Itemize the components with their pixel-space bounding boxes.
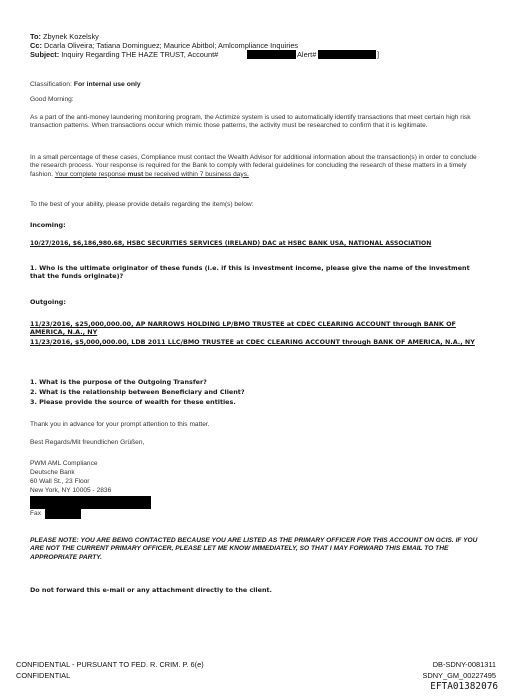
to-label: To: (30, 32, 41, 41)
footer-bates-db: DB-SDNY-0081311 (432, 660, 496, 669)
to-value: Zbynek Kozelsky (43, 32, 99, 41)
paragraph-response (30, 154, 482, 179)
paragraph-response-main: In a small percentage of these cases, Compliance must contact the Wealth Advisor for additional information about the transaction(s) in order to conclude the research process. Your response is required for the Bank to comply with federal guidelines for concluding the research of these matters in a timely fashion. (30, 154, 477, 178)
paragraph-response-u3: be received within 7 business days. (143, 170, 249, 178)
subject-end: ] (377, 50, 380, 59)
signature-line-2: Deutsche Bank (30, 469, 75, 476)
classification-value: For internal use only (73, 81, 141, 88)
to-line (30, 32, 99, 41)
incoming-question: 1. Who is the ultimate originator of these funds (i.e. if this is investment income, please give the name of the investment that the funds originate)? (30, 264, 470, 281)
thanks-line: Thank you in advance for your prompt attention to this matter. (30, 421, 210, 428)
paragraph-actimize: As a part of the anti-money laundering monitoring program, the Actimize system is used to automatically identify transactions that meet certain high risk transaction patterns. When transactions occur which mimic those patterns, the activity must be researched to confirm that it is legitimate. (30, 114, 471, 130)
subject-alert: Alert# (297, 50, 317, 59)
cc-label: Cc: (30, 41, 42, 50)
incoming-transaction: 10/27/2016, $6,186,980.68, HSBC SECURITIES SERVICES (IRELAND) DAC at HSBC BANK USA, NATIONAL ASSOCIATION (30, 240, 432, 247)
signature-line-4: New York, NY 10005 - 2836 (30, 487, 112, 494)
outgoing-transaction-2: 11/23/2016, $5,000,000.00, LDB 2011 LLC/BMO TRUSTEE at CDEC CLEARING ACCOUNT through BANK OF AMERICA, N.A., NY (30, 338, 475, 346)
greeting: Good Morning: (30, 96, 74, 103)
cc-line (30, 41, 298, 50)
footer-efta-number: EFTA01382076 (430, 681, 498, 692)
regards-line: Best Regards/Mit freundlichen Grüßen, (30, 439, 145, 446)
outgoing-question-3: 3. Please provide the source of wealth for these entities. (30, 398, 236, 406)
footer-confidential-rule: CONFIDENTIAL - PURSUANT TO FED. R. CRIM. P. 6(e) (16, 660, 204, 669)
cc-value: Dcarla Oliveira; Tatiana Dominguez; Maurice Abitbol; Amlcompliance Inquiries (43, 41, 299, 50)
classification-label: Classification: (30, 81, 72, 88)
subject-line (30, 50, 218, 59)
outgoing-question-2: 2. What is the relationship between Beneficiary and Client? (30, 388, 245, 396)
subject-value: Inquiry Regarding THE HAZE TRUST, Account# (61, 50, 219, 59)
signature-fax: Fax (30, 510, 41, 517)
paragraph-response-u1: Your complete response (54, 170, 128, 178)
footer-confidential: CONFIDENTIAL (16, 671, 71, 680)
redaction-signature (30, 496, 151, 509)
outgoing-question-1: 1. What is the purpose of the Outgoing Transfer? (30, 378, 207, 386)
redaction-account (247, 50, 296, 59)
incoming-heading: Incoming: (30, 221, 66, 229)
signature-line-3: 60 Wall St., 23 Floor (30, 478, 90, 485)
outgoing-transaction-1: 11/23/2016, $25,000,000.00, AP NARROWS HOLDING LP/BMO TRUSTEE at CDEC CLEARING ACCOUNT through BANK OF AMERICA, N.A., NY (30, 320, 456, 337)
classification-line (30, 81, 141, 89)
outgoing-heading: Outgoing: (30, 298, 66, 306)
paragraph-response-must: must (127, 170, 144, 178)
signature-line-1: PWM AML Compliance (30, 460, 98, 467)
redaction-fax (45, 509, 81, 519)
do-not-forward-line: Do not forward this e-mail or any attachment directly to the client. (30, 586, 272, 594)
footer-bates-sdny: SDNY_GM_00227495 (422, 671, 496, 680)
redaction-alert (318, 50, 376, 59)
primary-officer-notice: PLEASE NOTE: YOU ARE BEING CONTACTED BECAUSE YOU ARE LISTED AS THE PRIMARY OFFICER FOR THIS ACCOUNT ON GCIS. IF YOU ARE NOT THE CURRENT PRIMARY OFFICER, PLEASE LET ME KNOW IMMEDIATELY, SO THAT I MAY FORWARD THIS EMAIL TO THE APPROPRIATE PARTY. (30, 537, 478, 561)
subject-label: Subject: (30, 50, 60, 59)
request-line: To the best of your ability, please provide details regarding the item(s) below: (30, 201, 254, 208)
